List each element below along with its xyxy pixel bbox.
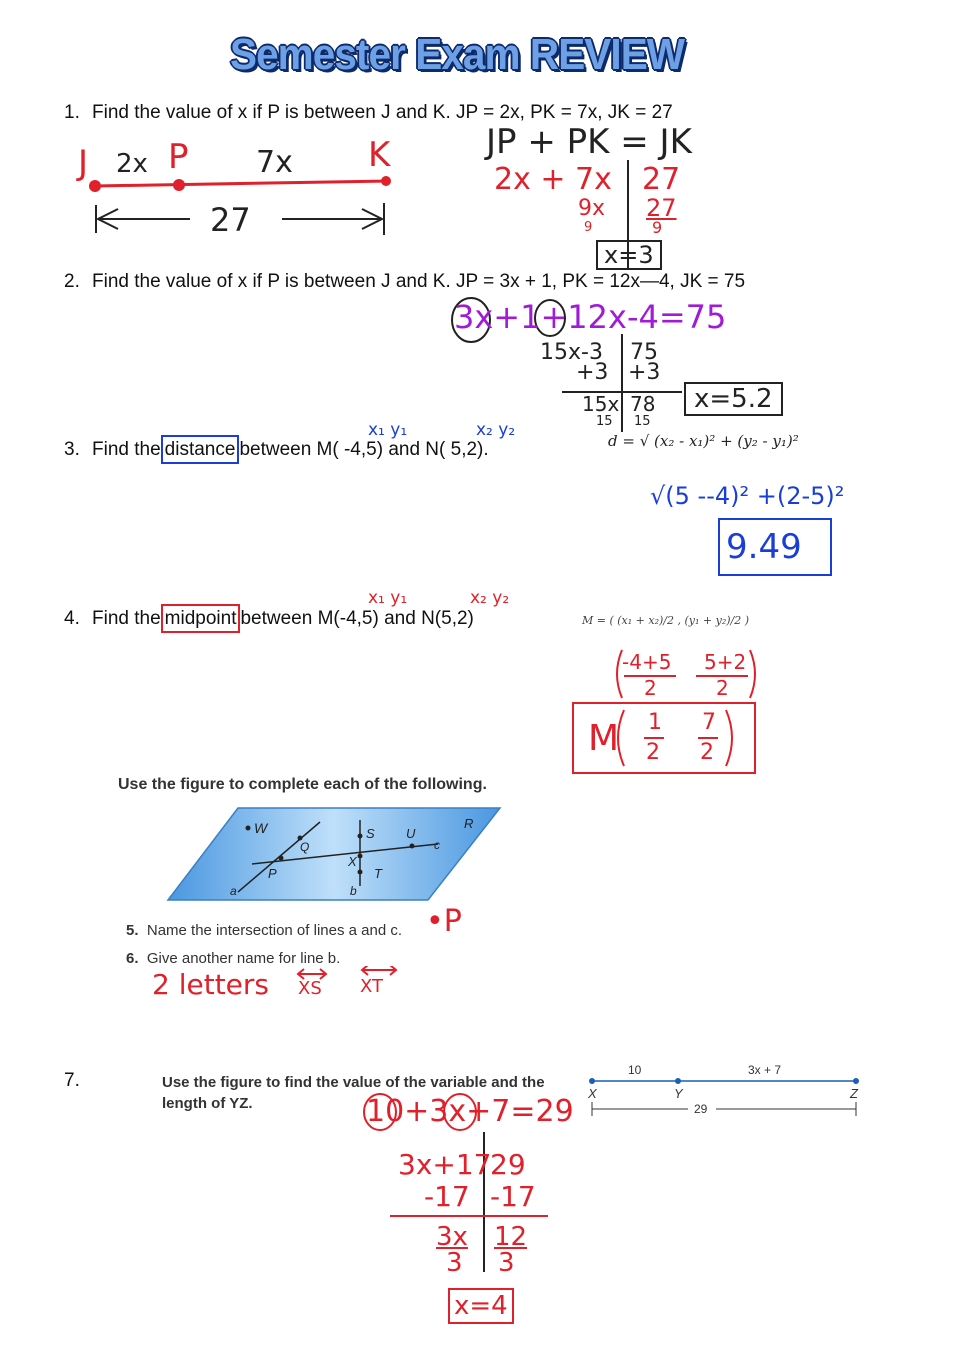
- point-j-label: J: [78, 143, 89, 183]
- question-text-pre: Find the: [92, 608, 161, 629]
- line-a-label: a: [230, 884, 237, 898]
- distance-formula: d = √ (x₂ - x₁)² + (y₂ - y₁)²: [608, 432, 799, 450]
- line-b-label: b: [350, 884, 357, 898]
- question-4: [64, 608, 474, 630]
- work-line-3-left: +3: [576, 360, 609, 385]
- question-number: 3.: [64, 439, 80, 460]
- segment-xy-label: 10: [628, 1063, 642, 1077]
- point-x-label: X: [348, 854, 357, 869]
- work-line-5-left: 3: [446, 1248, 463, 1278]
- work-line-1: JP + PK = JK: [486, 122, 692, 162]
- work-line-1: 10+3x+7=29: [366, 1094, 574, 1129]
- work-line-2-left: 3x+17: [398, 1148, 492, 1181]
- plane-r-label: R: [464, 816, 474, 831]
- point-p-label: P: [268, 866, 277, 881]
- work-line-4-left: 15x: [582, 392, 620, 416]
- work-line-1: 3x+1+12x-4=75: [454, 298, 727, 336]
- midpoint-answer: [572, 702, 756, 774]
- total-length-label: 29: [694, 1102, 708, 1116]
- midpoint-formula: M = ( (x₁ + x₂)/2 , (y₁ + y₂)/2 ): [582, 614, 750, 627]
- page-title: Semester Exam REVIEW: [230, 30, 685, 79]
- question-text: Find the value of x if P is between J and K. JP = 2x, PK = 7x, JK = 27: [92, 102, 673, 123]
- distance-answer: 9.49: [718, 518, 832, 576]
- label-x2-y2: x₂ y₂: [470, 588, 510, 608]
- work-line-3-left: -17: [424, 1180, 470, 1213]
- q1-work: [486, 122, 716, 272]
- numerator-y: 5+2: [704, 650, 747, 674]
- question-1: [64, 102, 673, 124]
- question-number: 5.: [126, 922, 139, 939]
- work-line-2-right: 75: [630, 340, 658, 365]
- numerator-x: -4+5: [622, 650, 672, 674]
- point-q-label: Q: [300, 840, 310, 854]
- segment-pk-label: 7x: [256, 145, 293, 180]
- work-line-4-left: 3x: [436, 1222, 468, 1252]
- q1-figure: [70, 135, 410, 245]
- q6-answer-note: 2 letters: [152, 968, 270, 1001]
- question-5: [126, 922, 402, 939]
- work-line-2-left: 15x-3: [540, 340, 603, 365]
- question-7-text: Use the figure to find the value of the variable and the length of YZ.: [162, 1074, 545, 1112]
- work-line-4-left: 9: [584, 220, 593, 235]
- point-z-label: Z: [850, 1086, 858, 1101]
- line-xs-name: XS: [298, 978, 322, 999]
- question-3: [64, 439, 489, 461]
- question-text: Name the intersection of lines a and c.: [146, 922, 402, 939]
- work-line-3-right: +3: [628, 360, 661, 385]
- question-number: 2.: [64, 271, 80, 292]
- work-line-3-right: -17: [490, 1180, 536, 1213]
- plane-figure: [160, 804, 506, 904]
- work-line-5-left: 15: [596, 414, 613, 429]
- answer-y-num: 7: [702, 710, 716, 735]
- work-line-4-right: 12: [494, 1222, 528, 1252]
- question-text: Give another name for line b.: [146, 950, 341, 967]
- total-length-label: 27: [210, 201, 251, 239]
- work-line-5-right: 15: [634, 414, 651, 429]
- point-y-label: Y: [674, 1086, 683, 1101]
- q5-answer: •P: [426, 904, 462, 939]
- work-line-2-left: 2x + 7x: [494, 162, 612, 197]
- line-c-label: c: [434, 838, 440, 852]
- segment-yz-label: 3x + 7: [748, 1063, 782, 1077]
- answer-box: x=3: [596, 240, 662, 270]
- question-text-post: between M(-4,5) and N(5,2): [240, 608, 474, 629]
- question-number: 6.: [126, 950, 139, 967]
- denominator-x: 2: [644, 676, 657, 700]
- answer-y-den: 2: [700, 740, 714, 765]
- work-line-3-left: 9x: [578, 196, 606, 221]
- figure-heading: Use the figure to complete each of the following.: [118, 776, 487, 793]
- point-x-label: X: [588, 1086, 597, 1101]
- q6-answer-lines: [296, 966, 416, 1002]
- question-number: 4.: [64, 608, 80, 629]
- q7-figure: [584, 1062, 874, 1124]
- question-text-post: between M( -4,5) and N( 5,2).: [239, 439, 489, 460]
- question-text: Find the value of x if P is between J and K. JP = 3x + 1, PK = 12x—4, JK = 75: [92, 271, 746, 292]
- midpoint-substitution: [612, 646, 762, 702]
- answer-box: x=4: [448, 1288, 514, 1324]
- label-x1-y1: x₁ y₁: [368, 588, 408, 608]
- q7-work: [360, 1092, 574, 1332]
- work-line-2-right: 27: [642, 162, 681, 197]
- distance-keyword: distance: [161, 435, 240, 464]
- question-2: [64, 271, 745, 293]
- question-7-number: 7.: [64, 1070, 80, 1091]
- point-p-label: P: [168, 137, 189, 177]
- question-text-pre: Find the: [92, 439, 161, 460]
- question-6: [126, 950, 340, 967]
- point-t-label: T: [374, 866, 382, 881]
- work-line-2-right: 29: [490, 1148, 526, 1181]
- segment-jp-label: 2x: [116, 149, 148, 179]
- answer-x-den: 2: [646, 740, 660, 765]
- q2-work: [450, 296, 800, 436]
- point-k-label: K: [368, 135, 391, 175]
- work-line-5-right: 3: [498, 1248, 515, 1278]
- question-number: 1.: [64, 102, 80, 123]
- answer-box: x=5.2: [684, 382, 783, 416]
- label-x2-y2: x₂ y₂: [476, 420, 516, 440]
- distance-substitution: √(5 --4)² +(2-5)²: [650, 482, 845, 510]
- label-x1-y1: x₁ y₁: [368, 420, 408, 440]
- midpoint-letter: M: [588, 718, 620, 759]
- work-line-4-right: 78: [630, 392, 656, 416]
- line-xt-name: XT: [360, 976, 384, 997]
- denominator-y: 2: [716, 676, 729, 700]
- point-u-label: U: [406, 826, 416, 841]
- work-line-4-right: 9: [652, 218, 663, 237]
- answer-x-num: 1: [648, 710, 662, 735]
- midpoint-keyword: midpoint: [161, 604, 241, 633]
- work-line-3-right: 27: [646, 194, 677, 222]
- point-w-label: W: [254, 820, 268, 836]
- point-s-label: S: [366, 826, 375, 841]
